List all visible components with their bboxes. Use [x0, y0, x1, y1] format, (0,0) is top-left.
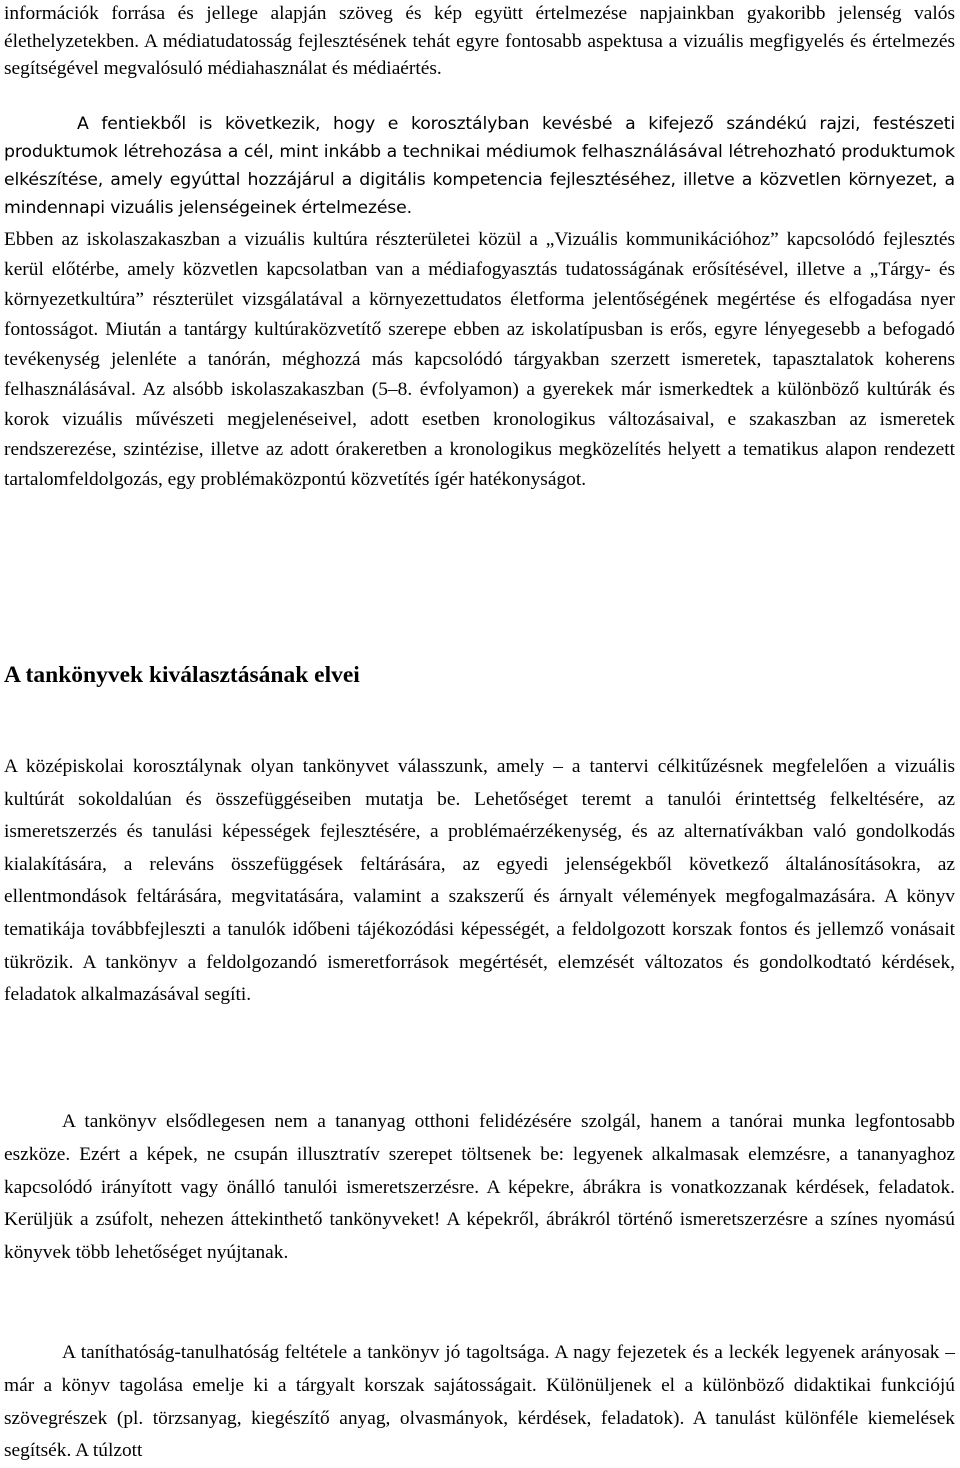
intro-paragraph-end: információk forrása és jellege alapján szöveg és kép együtt értelmezése napjainkban gyakoribb jelenség valós élethelyzetekben. A médiatudatosság fejlesztésének tehát egyre fontosabb aspektusa a vizuális megfigyelés és értelmezés segítségével megvalósuló médiahasználat és médiaértés.: [4, 3, 955, 79]
paragraph-tanorai-munka: A tankönyv elsődlegesen nem a tananyag otthoni felidézésére szolgál, hanem a tanórai munka legfontosabb eszköze. Ezért a képek, ne csupán illusztratív szerepet töltsenek be: legyenek alkalmasak elemzésre, a tananyaghoz kapcsolódó irányított vagy önálló tanulói ismeretszerzésre. A képekre, ábrákra is vonatkozzanak kérdések, feladatok. Kerüljük a zsúfolt, nehezen áttekinthető tankönyveket! A képekről, ábrákról történő ismeretszerzésre a színes nyomású könyvek több lehetőséget nyújtanak.: [4, 1111, 955, 1264]
paragraph-tankonyv-valasztas: A középiskolai korosztálynak olyan tankönyvet válasszunk, amely – a tantervi célkitűzésnek megfelelően a vizuális kultúrát sokoldalúan és összefüggéseiben mutatja be. Lehetőséget teremt a tanulói érintettség felkeltésére, az ismeretszerzés és tanulási képességek fejlesztésére, a problémaérzékenység, és az alternatívákban való gondolkodás kialakítására, a releváns összefüggések feltárására, az egyedi jelenségekből következő általánosításokra, az ellentmondások feltárására, megvitatására, valamint a szakszerű és árnyalt vélemények megfogalmazására. A könyv tematikája továbbfejleszti a tanulók időbeni tájékozódási képességét, a feldolgozott korszak fontos és jellemző vonásait tükrözik. A tankönyv a feldolgozandó ismeretforrások megértését, elemzését változatos és gondolkodtató kérdések, feladatok alkalmazásával segíti.: [4, 756, 955, 1006]
section-heading: A tankönyvek kiválasztásának elvei: [4, 662, 360, 688]
paragraph-fentiekbol: A fentiekből is következik, hogy e korosztályban kevésbé a kifejező szándékú rajzi, festészeti produktumok létrehozása a cél, mint inkább a technikai médiumok felhasználásával létrehozható produktumok elkészítése, amely egyúttal hozzájárul a digitális kompetencia fejlesztéséhez, illetve a közvetlen környezet, a mindennapi vizuális jelenségeinek értelmezése.: [4, 114, 955, 218]
paragraph-tagoltsag: A taníthatóság-tanulhatóság feltétele a tankönyv jó tagoltsága. A nagy fejezetek és a leckék legyenek arányosak – már a könyv tagolása emelje ki a tárgyalt korszak sajátosságait. Különüljenek el a különböző didaktikai funkciójú szövegrészek (pl. törzsanyag, kiegészítő anyag, olvasmányok, kérdések, feladatok). A tanulást különféle kiemelések segítsék. A túlzott: [4, 1342, 955, 1462]
paragraph-iskolaszakasz: Ebben az iskolaszakaszban a vizuális kultúra részterületei közül a „Vizuális kommunikációhoz” kapcsolódó fejlesztés kerül előtérbe, amely közvetlen kapcsolatban van a médiafogyasztás tudatosságának erősítésével, illetve a „Tárgy- és környezetkultúra” részterület vizsgálatával a környezettudatos életforma jelentőségének megértése és elfogadása nyer fontosságot. Miután a tantárgy kultúraközvetítő szerepe ebben az iskolatípusban is erős, egyre lényegesebb a befogadó tevékenység jelenléte a tanórán, méghozzá más kapcsolódó tárgyakban szerzett ismeretek, tapasztalatok koherens felhasználásával. Az alsóbb iskolaszakaszban (5–8. évfolyamon) a gyerekek már ismerkedtek a különböző kultúrák és korok vizuális művészeti megjelenéseivel, adott esetben kronologikus változásaival, e szakaszban az ismeretek rendszerezése, szintézise, illetve az adott órakeretben a kronologikus megközelítés helyett a tematikus alapon rendezett tartalomfeldolgozás, egy problémaközpontú közvetítés ígér hatékonyságot.: [4, 229, 955, 490]
